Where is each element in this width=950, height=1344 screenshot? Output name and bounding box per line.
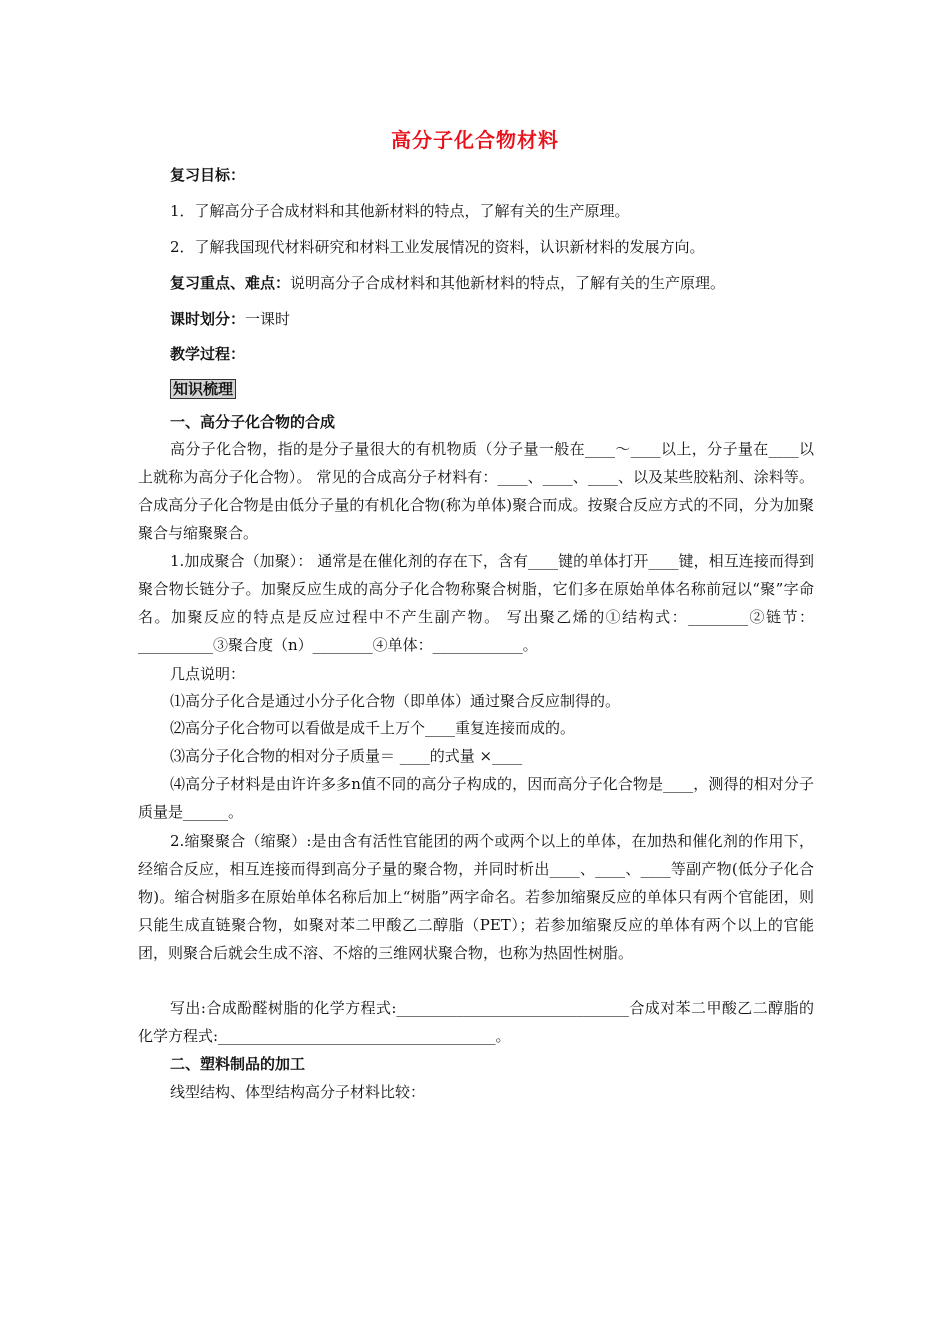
- process-heading: 教学过程：: [170, 345, 246, 363]
- note-item-2: ⑵高分子化合物可以看做是成千上万个____重复连接而成的。: [170, 719, 576, 737]
- note-item-1: ⑴高分子化合是通过小分子化合物（即单体）通过聚合反应制得的。: [170, 692, 621, 710]
- goal-item-1: 1．了解高分子合成材料和其他新材料的特点，了解有关的生产原理。: [170, 202, 630, 220]
- paragraph-intro: 高分子化合物，指的是分子量很大的有机物质（分子量一般在____～____以上，分子量在____以上就称为高分子化合物）。 常见的合成高分子材料有：____、____、____、以及某些胶粘剂、涂料等。 合成高分子化合物是由低分子量的有机化合物(称为单体)聚合而成。按聚合反应方式的不同，分为加聚聚合与缩聚聚合。: [138, 440, 814, 542]
- goal-item-2: 2．了解我国现代材料研究和材料工业发展情况的资料，认识新材料的发展方向。: [170, 238, 705, 256]
- key-points-label: 复习重点、难点：: [170, 274, 291, 292]
- key-points-text: 说明高分子合成材料和其他新材料的特点，了解有关的生产原理。: [290, 274, 726, 292]
- knowledge-box-line: [170, 378, 236, 399]
- time-line: [170, 308, 290, 329]
- paragraph-equations: 写出:合成酚醛树脂的化学方程式:_______________________________合成对苯二甲酸乙二醇脂的化学方程式:_____________________________________。: [138, 999, 814, 1045]
- time-text: 一课时: [245, 310, 291, 328]
- paragraph-condensation-polymerization: 2.缩聚聚合（缩聚）:是由含有活性官能团的两个或两个以上的单体，在加热和催化剂的作用下，经缩合反应，相互连接而得到高分子量的聚合物，并同时析出____、____、____等副产物(低分子化合物)。缩合树脂多在原始单体名称后加上“树脂”两字命名。若参加缩聚反应的单体只有两个官能团，则只能生成直链聚合物，如聚对苯二甲酸乙二醇脂（PET）；若参加缩聚反应的单体有两个以上的官能团，则聚合后就会生成不溶、不熔的三维网状聚合物，也称为热固性树脂。: [138, 832, 814, 962]
- key-points-line: [170, 272, 725, 293]
- page-title: 高分子化合物材料: [391, 128, 559, 152]
- note-item-4: ⑷高分子材料是由许许多多n值不同的高分子构成的，因而高分子化合物是____，测得的相对分子质量是______。: [138, 775, 814, 821]
- paragraph-comparison: 线型结构、体型结构高分子材料比较：: [170, 1083, 426, 1101]
- section-heading-1: 一、高分子化合物的合成: [170, 413, 336, 431]
- knowledge-box: 知识梳理: [170, 379, 236, 399]
- paragraph-addition-polymerization: 1.加成聚合（加聚）： 通常是在催化剂的存在下，含有____键的单体打开____键，相互连接而得到聚合物长链分子。加聚反应生成的高分子化合物称聚合树脂，它们多在原始单体名称前冠以“聚”字命名。加聚反应的特点是反应过程中不产生副产物。 写出聚乙烯的①结构式：________②链节：__________③聚合度（n）________④单体：____________。: [138, 552, 814, 654]
- notes-heading: 几点说明：: [170, 665, 246, 683]
- time-label: 课时划分：: [170, 310, 246, 328]
- goals-heading: 复习目标：: [170, 166, 246, 184]
- note-item-3: ⑶高分子化合物的相对分子质量＝ ____的式量 ×____: [170, 747, 523, 765]
- section-heading-2: 二、塑料制品的加工: [170, 1055, 306, 1073]
